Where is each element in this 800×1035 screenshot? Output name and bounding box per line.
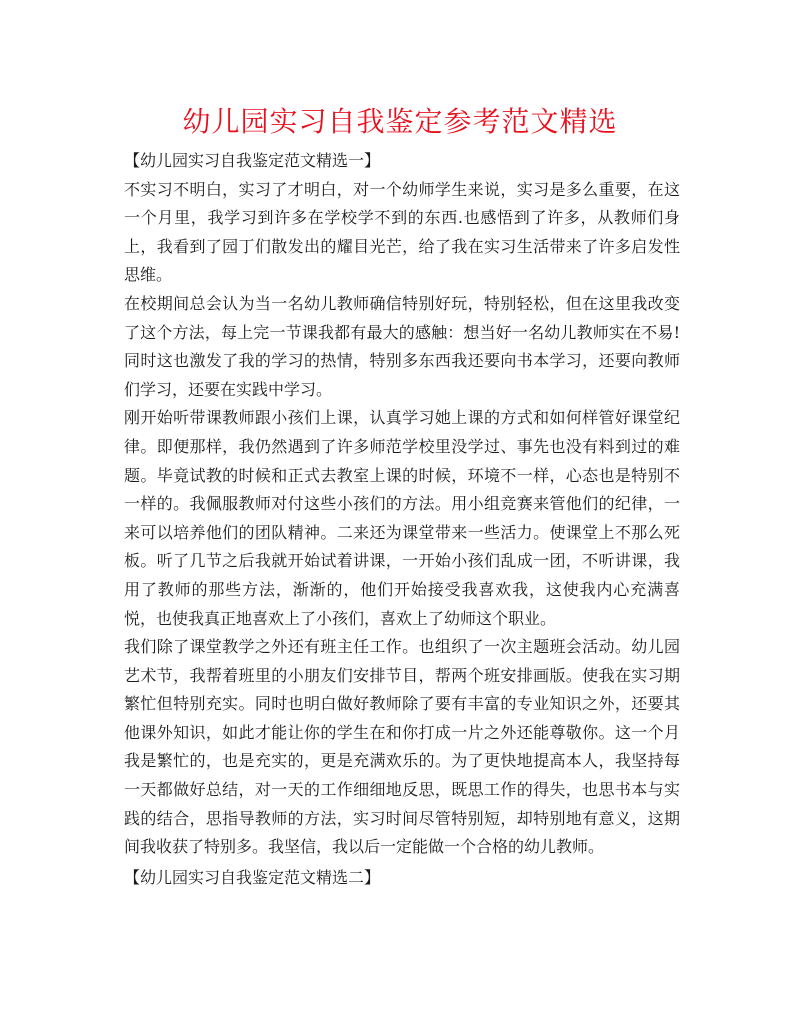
paragraph-1: 不实习不明白，实习了才明白，对一个幼师学生来说，实习是多么重要，在这一个月里，我学习到许多在学校学不到的东西.也感悟到了许多，从教师们身上，我看到了园丁们散发出的耀目光芒，给了我在实习生活带来了许多启发性思维。 bbox=[124, 179, 680, 285]
document-title: 幼儿园实习自我鉴定参考范文精选 bbox=[182, 105, 618, 138]
document-body bbox=[124, 147, 680, 892]
section-heading-2: 【幼儿园实习自我鉴定范文精选二】 bbox=[124, 867, 381, 887]
paragraph-2: 在校期间总会认为当一名幼儿教师确信特别好玩，特别轻松，但在这里我改变了这个方法，每上完一节课我都有最大的感触：想当好一名幼儿教师实在不易!同时这也激发了我的学习的热情，特别多东西我还要向书本学习，还要向教师们学习，还要在实践中学习。 bbox=[124, 293, 680, 399]
paragraph-3: 刚开始听带课教师跟小孩们上课，认真学习她上课的方式和如何样管好课堂纪律。即便那样，我仍然遇到了许多师范学校里没学过、事先也没有料到过的难题。毕竟试教的时候和正式去教室上课的时候，环境不一样，心态也是特别不一样的。我佩服教师对付这些小孩们的方法。用小组竞赛来管他们的纪律，一来可以培养他们的团队精神。二来还为课堂带来一些活力。使课堂上不那么死板。听了几节之后我就开始试着讲课，一开始小孩们乱成一团，不听讲课，我用了教师的那些方法，渐渐的，他们开始接受我喜欢我，这使我内心充满喜悦，也使我真正地喜欢上了小孩们，喜欢上了幼师这个职业。 bbox=[124, 408, 680, 628]
paragraph-4: 我们除了课堂教学之外还有班主任工作。也组织了一次主题班会活动。幼儿园艺术节，我帮着班里的小朋友们安排节目，帮两个班安排画版。使我在实习期繁忙但特别充实。同时也明白做好教师除了要有丰富的专业知识之外，还要其他课外知识，如此才能让你的学生在和你打成一片之外还能尊敬你。这一个月我是繁忙的，也是充实的，更是充满欢乐的。为了更快地提高本人，我坚持每一天都做好总结，对一天的工作细细地反思，既思工作的得失，也思书本与实践的结合，思指导教师的方法，实习时间尽管特别短，却特别地有意义，这期间我收获了特别多。我坚信，我以后一定能做一个合格的幼儿教师。 bbox=[124, 637, 680, 857]
section-heading-1: 【幼儿园实习自我鉴定范文精选一】 bbox=[124, 151, 381, 170]
